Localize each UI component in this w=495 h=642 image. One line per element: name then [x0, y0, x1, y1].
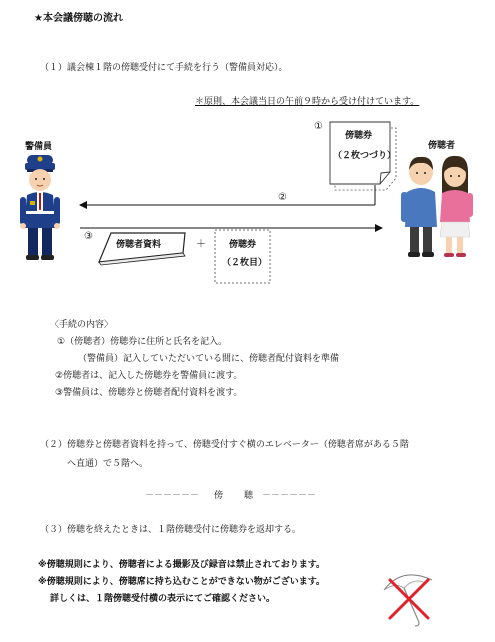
step2-text: （２）傍聴券と傍聴者資料を持って、傍聴受付すぐ横のエレベーター（傍聴者席がある５階 — [40, 440, 409, 450]
step1-note: ＊原則、本会議当日の午前９時から受け付けています。 — [195, 97, 420, 107]
visitor-label: 傍聴者 — [428, 141, 456, 151]
security-guard-icon — [20, 155, 60, 260]
step-number-3: ③ — [84, 231, 93, 242]
ticket-half-graphic — [215, 230, 270, 283]
ticket-half-label: 傍聴券 — [229, 240, 257, 250]
ticket-half-sublabel: （２枚目） — [222, 258, 268, 268]
procedure-item: ③警備員は、傍聴券と傍聴者配付資料を渡す。 — [55, 388, 243, 398]
note-details: 詳しくは、１階傍聴受付横の表示にてご確認ください。 — [50, 594, 276, 604]
note-recording: ※傍聴規則により、傍聴者による撮影及び録音は禁止されております。 — [38, 560, 326, 570]
procedure-item: ①（傍聴者）傍聴券に住所と氏名を記入。 — [57, 337, 228, 347]
divider-dashes-right: －－－－－－ — [262, 491, 317, 501]
divider-dashes-left: －－－－－－ — [145, 491, 200, 501]
step-number-2: ② — [278, 192, 287, 203]
procedure-item: （警備員）記入していただいている間に、傍聴者配付資料を準備 — [78, 354, 340, 364]
procedure-item: ②傍聴者は、記入した傍聴券を警備員に渡す。 — [55, 371, 243, 381]
ticket-label: 傍聴券 — [345, 131, 373, 141]
no-umbrella-icon — [384, 575, 432, 626]
guard-label: 警備員 — [25, 142, 53, 152]
note-prohibited-items: ※傍聴規則により、傍聴席に持ち込むことができない物がございます。 — [38, 577, 326, 587]
step-number-1: ① — [314, 121, 323, 132]
visitor-couple-icon — [401, 156, 473, 257]
divider-word: 傍 — [214, 491, 224, 501]
page-title: ★本会議傍聴の流れ — [34, 13, 123, 24]
procedure-heading: 〈手続の内容〉 — [50, 320, 114, 330]
step1-text: （１）議会棟１階の傍聴受付にて手続を行う（警備員対応）。 — [40, 63, 288, 73]
divider-word: 聴 — [244, 491, 254, 501]
step3-text: （３）傍聴を終えたときは、１階傍聴受付に傍聴券を返却する。 — [40, 525, 302, 535]
ticket-sublabel: （２枚つづり） — [333, 151, 397, 161]
materials-label: 傍聴者資料 — [116, 240, 162, 250]
plus-sign: ＋ — [196, 239, 206, 250]
step2-text-cont: へ直通）で５階へ。 — [67, 459, 149, 469]
